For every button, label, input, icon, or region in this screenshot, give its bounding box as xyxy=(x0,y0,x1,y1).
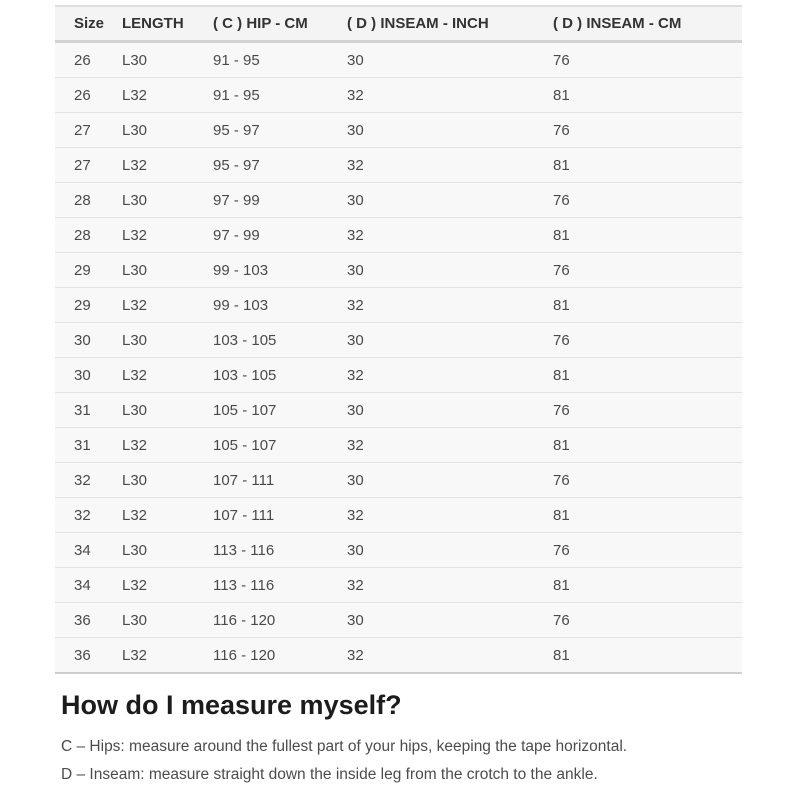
cell-inseam-cm: 76 xyxy=(553,603,742,638)
cell-size: 31 xyxy=(55,393,122,428)
cell-hip-cm: 95 - 97 xyxy=(213,148,347,183)
cell-length: L30 xyxy=(122,463,213,498)
cell-length: L30 xyxy=(122,603,213,638)
cell-inseam-inch: 30 xyxy=(347,113,553,148)
cell-inseam-inch: 32 xyxy=(347,288,553,323)
cell-hip-cm: 113 - 116 xyxy=(213,533,347,568)
table-row xyxy=(55,288,742,323)
cell-size: 36 xyxy=(55,638,122,674)
column-header-hip-cm: ( C ) HIP - CM xyxy=(213,6,347,42)
table-row xyxy=(55,183,742,218)
cell-hip-cm: 97 - 99 xyxy=(213,183,347,218)
table-row xyxy=(55,42,742,78)
cell-inseam-inch: 30 xyxy=(347,463,553,498)
cell-inseam-cm: 76 xyxy=(553,42,742,78)
cell-length: L32 xyxy=(122,148,213,183)
table-row xyxy=(55,428,742,463)
cell-inseam-inch: 32 xyxy=(347,78,553,113)
cell-inseam-cm: 81 xyxy=(553,498,742,533)
cell-hip-cm: 91 - 95 xyxy=(213,42,347,78)
column-header-size: Size xyxy=(55,6,122,42)
cell-hip-cm: 99 - 103 xyxy=(213,288,347,323)
cell-length: L30 xyxy=(122,323,213,358)
instruction-hips: C – Hips: measure around the fullest part of your hips, keeping the tape horizontal. xyxy=(61,738,628,755)
cell-inseam-cm: 81 xyxy=(553,358,742,393)
cell-length: L32 xyxy=(122,78,213,113)
cell-inseam-inch: 32 xyxy=(347,148,553,183)
measure-heading: How do I measure myself? xyxy=(61,690,402,720)
table-row xyxy=(55,113,742,148)
cell-inseam-cm: 81 xyxy=(553,218,742,253)
size-chart-table xyxy=(55,5,742,674)
cell-size: 32 xyxy=(55,498,122,533)
cell-inseam-cm: 76 xyxy=(553,393,742,428)
cell-inseam-cm: 81 xyxy=(553,638,742,674)
cell-inseam-cm: 81 xyxy=(553,148,742,183)
table-row xyxy=(55,253,742,288)
cell-inseam-cm: 76 xyxy=(553,533,742,568)
cell-inseam-cm: 76 xyxy=(553,183,742,218)
cell-inseam-inch: 30 xyxy=(347,42,553,78)
cell-length: L32 xyxy=(122,428,213,463)
cell-size: 30 xyxy=(55,358,122,393)
cell-hip-cm: 105 - 107 xyxy=(213,428,347,463)
cell-hip-cm: 105 - 107 xyxy=(213,393,347,428)
cell-inseam-cm: 76 xyxy=(553,113,742,148)
cell-inseam-cm: 76 xyxy=(553,253,742,288)
cell-inseam-cm: 76 xyxy=(553,323,742,358)
cell-inseam-inch: 32 xyxy=(347,568,553,603)
cell-hip-cm: 95 - 97 xyxy=(213,113,347,148)
cell-hip-cm: 99 - 103 xyxy=(213,253,347,288)
cell-length: L32 xyxy=(122,638,213,674)
cell-hip-cm: 103 - 105 xyxy=(213,358,347,393)
cell-size: 34 xyxy=(55,568,122,603)
column-header-inseam-inch: ( D ) INSEAM - INCH xyxy=(347,6,553,42)
table-row xyxy=(55,78,742,113)
cell-inseam-cm: 81 xyxy=(553,288,742,323)
cell-length: L32 xyxy=(122,568,213,603)
cell-length: L32 xyxy=(122,288,213,323)
cell-size: 26 xyxy=(55,78,122,113)
cell-hip-cm: 103 - 105 xyxy=(213,323,347,358)
column-header-inseam-cm: ( D ) INSEAM - CM xyxy=(553,6,742,42)
cell-size: 27 xyxy=(55,113,122,148)
cell-size: 26 xyxy=(55,42,122,78)
cell-length: L30 xyxy=(122,393,213,428)
table-row xyxy=(55,498,742,533)
cell-size: 27 xyxy=(55,148,122,183)
table-row xyxy=(55,323,742,358)
cell-hip-cm: 107 - 111 xyxy=(213,498,347,533)
cell-inseam-inch: 32 xyxy=(347,638,553,674)
cell-hip-cm: 97 - 99 xyxy=(213,218,347,253)
cell-inseam-inch: 30 xyxy=(347,183,553,218)
cell-inseam-cm: 81 xyxy=(553,428,742,463)
cell-length: L30 xyxy=(122,253,213,288)
cell-length: L30 xyxy=(122,533,213,568)
cell-size: 29 xyxy=(55,253,122,288)
cell-length: L32 xyxy=(122,218,213,253)
cell-inseam-inch: 32 xyxy=(347,358,553,393)
cell-inseam-cm: 81 xyxy=(553,568,742,603)
cell-size: 34 xyxy=(55,533,122,568)
cell-hip-cm: 113 - 116 xyxy=(213,568,347,603)
cell-hip-cm: 107 - 111 xyxy=(213,463,347,498)
table-row xyxy=(55,218,742,253)
table-body xyxy=(55,42,742,674)
cell-size: 28 xyxy=(55,218,122,253)
cell-hip-cm: 91 - 95 xyxy=(213,78,347,113)
cell-inseam-inch: 30 xyxy=(347,603,553,638)
table-row xyxy=(55,603,742,638)
cell-size: 32 xyxy=(55,463,122,498)
cell-length: L30 xyxy=(122,42,213,78)
table-header-row xyxy=(55,6,742,42)
instruction-inseam: D – Inseam: measure straight down the inside leg from the crotch to the ankle. xyxy=(61,766,598,783)
cell-inseam-inch: 30 xyxy=(347,323,553,358)
table-row xyxy=(55,393,742,428)
table-row xyxy=(55,358,742,393)
cell-inseam-inch: 30 xyxy=(347,253,553,288)
cell-inseam-inch: 32 xyxy=(347,218,553,253)
cell-inseam-inch: 30 xyxy=(347,393,553,428)
cell-length: L32 xyxy=(122,498,213,533)
cell-inseam-inch: 32 xyxy=(347,428,553,463)
measure-instructions xyxy=(55,733,742,789)
table-row xyxy=(55,533,742,568)
cell-size: 36 xyxy=(55,603,122,638)
cell-length: L32 xyxy=(122,358,213,393)
cell-size: 28 xyxy=(55,183,122,218)
cell-length: L30 xyxy=(122,183,213,218)
table-row xyxy=(55,463,742,498)
cell-inseam-cm: 81 xyxy=(553,78,742,113)
table-row xyxy=(55,568,742,603)
cell-inseam-cm: 76 xyxy=(553,463,742,498)
cell-length: L30 xyxy=(122,113,213,148)
cell-size: 30 xyxy=(55,323,122,358)
cell-hip-cm: 116 - 120 xyxy=(213,603,347,638)
cell-size: 31 xyxy=(55,428,122,463)
cell-hip-cm: 116 - 120 xyxy=(213,638,347,674)
column-header-length: LENGTH xyxy=(122,6,213,42)
cell-inseam-inch: 32 xyxy=(347,498,553,533)
cell-size: 29 xyxy=(55,288,122,323)
cell-inseam-inch: 30 xyxy=(347,533,553,568)
table-row xyxy=(55,148,742,183)
table-row xyxy=(55,638,742,674)
